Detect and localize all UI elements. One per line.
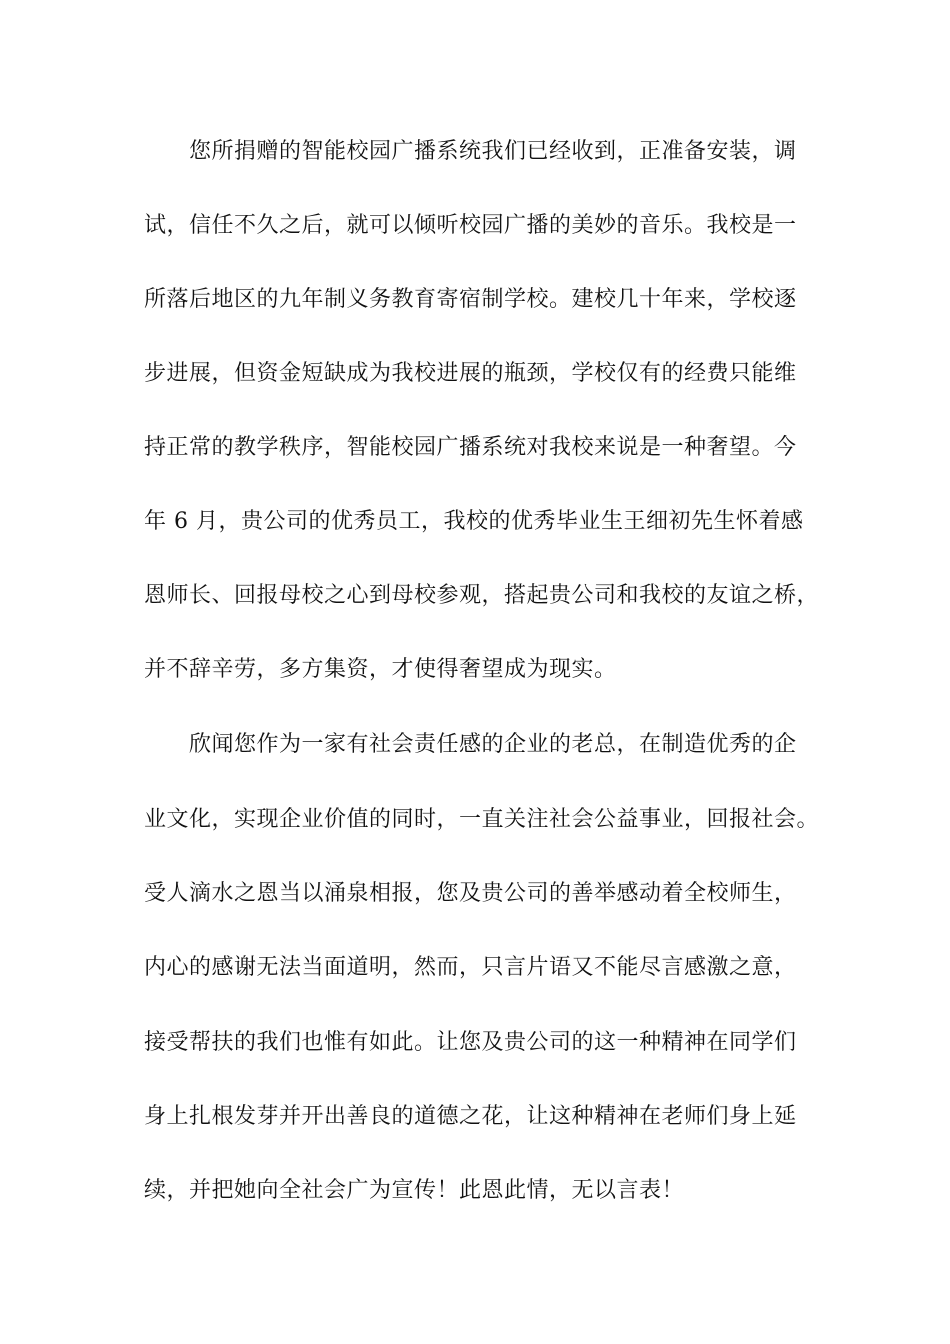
- text-line: 并不辞辛劳，多方集资，才使得奢望成为现实。: [144, 657, 617, 682]
- text-line: 接受帮扶的我们也惟有如此。让您及贵公司的这一种精神在同学们: [144, 1030, 797, 1055]
- text-line: 持正常的教学秩序，智能校园广播系统对我校来说是一种奢望。今: [144, 435, 797, 460]
- text-line: 内心的感谢无法当面道明，然而，只言片语又不能尽言感激之意，: [144, 955, 797, 980]
- text-line: 恩师长、回报母校之心到母校参观，搭起贵公司和我校的友谊之桥，: [144, 583, 820, 608]
- text-line: 欣闻您作为一家有社会责任感的企业的老总，在制造优秀的企: [189, 732, 797, 757]
- text-line: 业文化，实现企业价值的同时，一直关注社会公益事业，回报社会。: [144, 807, 820, 832]
- text-line: 试，信任不久之后，就可以倾听校园广播的美妙的音乐。我校是一: [144, 213, 797, 238]
- text-line: 步进展，但资金短缺成为我校进展的瓶颈，学校仅有的经费只能维: [144, 361, 797, 386]
- text-line: 年 6 月，贵公司的优秀员工，我校的优秀毕业生王细初先生怀着感: [144, 509, 804, 534]
- text-line: 续，并把她向全社会广为宣传！此恩此情，无以言表！: [144, 1178, 685, 1203]
- text-line: 您所捐赠的智能校园广播系统我们已经收到，正准备安装，调: [189, 139, 797, 164]
- text-line: 所落后地区的九年制义务教育寄宿制学校。建校几十年来，学校逐: [144, 287, 797, 312]
- text-line: 身上扎根发芽并开出善良的道德之花，让这种精神在老师们身上延: [144, 1104, 797, 1129]
- text-line: 受人滴水之恩当以涌泉相报，您及贵公司的善举感动着全校师生，: [144, 881, 797, 906]
